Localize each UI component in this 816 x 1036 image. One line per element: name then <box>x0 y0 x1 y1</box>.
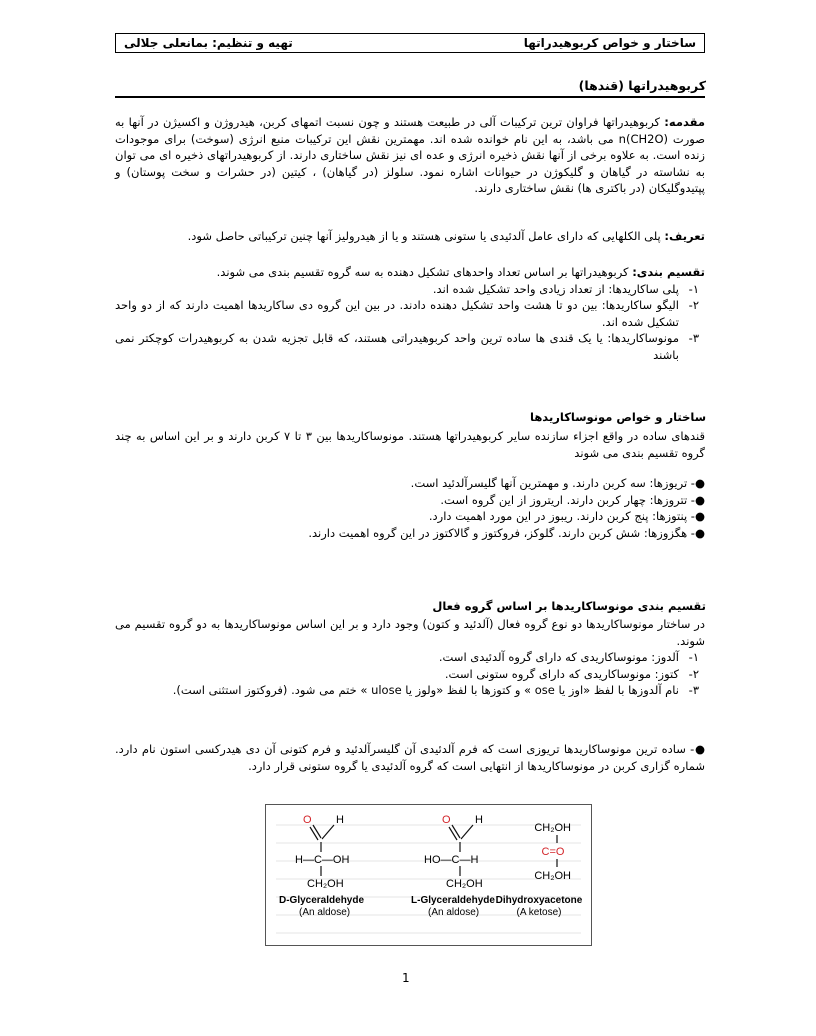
molecule-name: Dihydroxyacetone <box>495 895 583 906</box>
intro-text: کربوهیدراتها فراوان ترین ترکیبات آلی در طبیعت هستند و چون نسبت اتمهای کربن، هیدروژن و اکسیژن در آنها به صورت (CH2O)n می باشد، به این نام خوانده شده اند. مهمترین نقش این ترکیبات منبع انرژی (سوخت) برای موجودات زنده است. به علاوه برخی از آنها نقش ذخیره انرژی و عده ای نیز نقش ساختاری دارند. از کربوهیدراتهای ذخیره ای می توان به نشاسته در گیاهان و گلیکوژن در حیوانات اشاره نمود. سلولز (در گیاهان) ، کیتین (در حشرات و سخت پوستان) و پپتیدوگلیکان (در باکتری ها) نقش ساختاری دارند. <box>115 115 705 195</box>
functional-group-list <box>115 649 705 699</box>
section-title: کربوهیدراتها (قندها) <box>578 78 706 93</box>
list-item: ۳- نام آلدوزها با لفظ «اوز یا ose » و کتوزها با لفظ «ولوز یا ulose » ختم می شود. (فروکتوز استثنی است). <box>172 683 699 697</box>
classification-list <box>115 281 705 364</box>
list-item: ●- تریوزها: سه کربن دارند. و مهمترین آنها گلیسرآلدئید است. <box>410 476 705 490</box>
functional-group-heading: تقسیم بندی مونوساکاریدها بر اساس گروه فعال <box>432 599 706 613</box>
chiral-center-group: H—C—OH <box>295 854 350 866</box>
triose-note: ●- ساده ترین مونوساکاریدها تریوزی است که فرم آلدئیدی آن گلیسرآلدئید و فرم کتونی آن دی هیدرکسی استون نام دارد. شماره گزاری کربن در مونوساکاریدها از انتهایی است که گروه آلدئیدی یا گروه ستونی قرار دارد. <box>115 742 705 773</box>
list-item: ۱- پلی ساکاریدها: از تعداد زیادی واحد تشکیل شده اند. <box>432 281 699 296</box>
definition-label: تعریف: <box>664 229 705 243</box>
hydrogen-atom: H <box>475 814 483 826</box>
definition-paragraph <box>115 228 705 245</box>
oxygen-atom: O <box>442 814 451 826</box>
hydrogen-atom: H <box>336 814 344 826</box>
hydroxymethyl-group: CH₂OH <box>534 822 571 834</box>
molecule-type: (An aldose) <box>428 907 480 918</box>
page-header <box>115 33 705 53</box>
d-glyceraldehyde-structure <box>279 814 364 918</box>
chiral-center-group: HO—C—H <box>424 854 479 866</box>
hydroxymethyl-group: CH₂OH <box>534 870 571 882</box>
triose-structures-figure <box>265 804 592 946</box>
molecule-name: L-Glyceraldehyde <box>411 895 495 906</box>
molecule-type: (A ketose) <box>516 907 562 918</box>
document-title: ساختار و خواص کربوهیدراتها <box>523 36 696 50</box>
monosaccharide-section <box>115 428 705 541</box>
molecule-name: D-Glyceraldehyde <box>279 895 365 906</box>
dihydroxyacetone-structure <box>496 822 583 918</box>
oxygen-atom: O <box>303 814 312 826</box>
list-item: ●- تتروزها: چهار کربن دارند. اریتروز از این گروه است. <box>440 492 705 507</box>
classification-text: کربوهیدراتها بر اساس تعداد واحدهای تشکیل دهنده به سه گروه تقسیم بندی می شوند. <box>216 265 633 279</box>
title-divider <box>115 96 705 98</box>
hydroxymethyl-group: CH₂OH <box>446 878 483 890</box>
list-item: ۱- آلدوز: مونوساکاریدی که دارای گروه آلدئیدی است. <box>438 650 699 664</box>
molecule-type: (An aldose) <box>299 907 351 918</box>
functional-group-section <box>115 616 705 699</box>
monosaccharide-text: قندهای ساده در واقع اجزاء سازنده سایر کربوهیدراتها هستند. مونوساکاریدها بین ۳ تا ۷ کربن دارند و بر این اساس به چند گروه تقسیم بندی می شوند <box>115 429 706 460</box>
intro-label: مقدمه: <box>664 115 705 129</box>
classification-intro <box>115 264 705 281</box>
monosaccharide-bullets <box>115 475 705 541</box>
list-item: ۲- الیگو ساکاریدها: بین دو تا هشت واحد تشکیل دهنده دادند. در بین این گروه دی ساکاریدها اهمیت دارند که از دو واحد تشکیل شده اند. <box>115 298 699 329</box>
functional-group-text: در ساختار مونوساکاریدها دو نوع گروه فعال (آلدئید و کتون) وجود دارد و بر این اساس مونوساکاریدها به دو گروه تقسیم می شوند. <box>115 617 705 648</box>
page-number: 1 <box>402 971 410 985</box>
l-glyceraldehyde-structure <box>411 814 495 918</box>
list-item: ۲- کتوز: مونوساکاریدی که دارای گروه ستونی است. <box>444 666 699 681</box>
classification-label: تقسیم بندی: <box>632 265 705 279</box>
classification-section <box>115 264 705 363</box>
structures-svg <box>266 805 592 946</box>
list-item: ●- پنتوزها: پنج کربن دارند. ریبوز در این مورد اهمیت دارد. <box>428 509 705 523</box>
intro-paragraph <box>115 114 705 197</box>
definition-text: پلی الکلهایی که دارای عامل آلدئیدی یا ستونی هستند و یا از هیدرولیز آنها چنین ترکیباتی حاصل شود. <box>187 229 665 243</box>
list-item: ●- هگزوزها: شش کربن دارند. گلوکز، فروکتوز و گالاکتوز در این گروه اهمیت دارند. <box>308 525 705 540</box>
list-item: ۳- مونوساکاریدها: یا یک قندی ها ساده ترین واحد کربوهیدراتی هستند، که قابل تجزیه شدن به کربوهیدرات کوچکتر نمی باشند <box>115 331 699 362</box>
hydroxymethyl-group: CH₂OH <box>307 878 344 890</box>
carbonyl-group: C=O <box>541 846 565 858</box>
monosaccharide-heading: ساختار و خواص مونوساکاریدها <box>530 410 706 424</box>
author-credit: تهیه و تنظیم: بمانعلی جلالی <box>124 36 293 50</box>
